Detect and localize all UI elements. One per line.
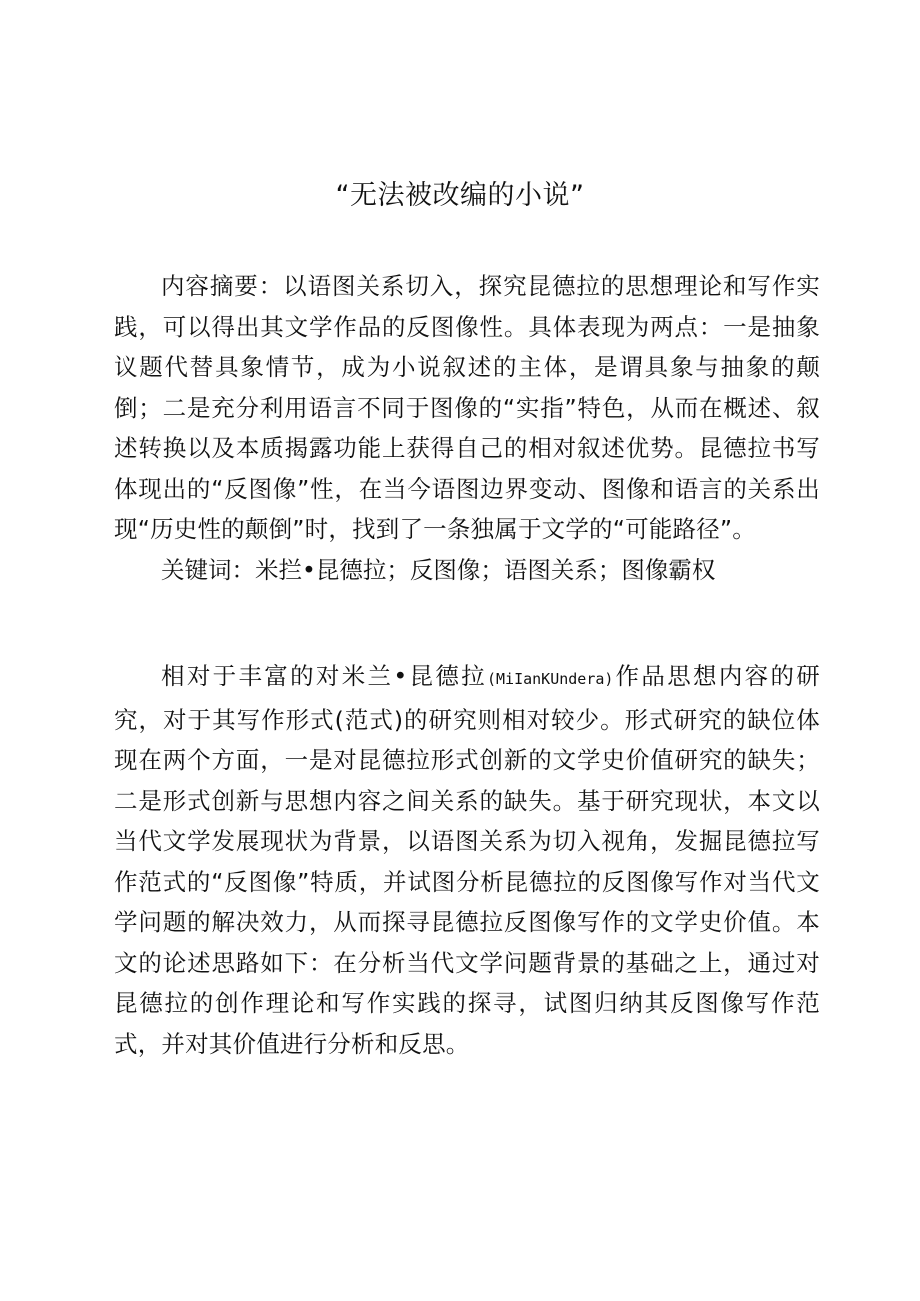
keywords-label: 关键词： xyxy=(161,555,255,584)
abstract-text: 以语图关系切入，探究昆德拉的思想理论和写作实践，可以得出其文学作品的反图像性。具体表现为两点：一是抽象议题代替具象情节，成为小说叙述的主体，是谓具象与抽象的颠倒；二是充分利用语言不同于图像的“实指”特色，从而在概述、叙述转换以及本质揭露功能上获得自己的相对叙述优势。昆德拉书写体现出的“反图像”性，在当今语图边界变动、图像和语言的关系出现“历史性的颠倒”时，找到了一条独属于文学的“可能路径”。 xyxy=(114,272,820,543)
keywords-paragraph xyxy=(114,550,820,591)
body-latin-name: (MiIanKUndera) xyxy=(487,670,614,688)
body-section xyxy=(114,656,820,1064)
keywords-text: 米拦•昆德拉；反图像；语图关系；图像霸权 xyxy=(255,555,716,584)
document-title: “无法被改编的小说” xyxy=(335,180,585,211)
abstract-section xyxy=(114,266,820,590)
body-text-part1: 相对于丰富的对米兰•昆德拉 xyxy=(161,662,487,690)
abstract-label: 内容摘要： xyxy=(161,272,284,300)
body-paragraph xyxy=(114,656,820,1064)
abstract-paragraph xyxy=(114,266,820,550)
body-text-part2: 作品思想内容的研究，对于其写作形式(范式)的研究则相对较少。形式研究的缺位体现在两个方面，一是对昆德拉形式创新的文学史价值研究的缺失；二是形式创新与思想内容之间关系的缺失。基于研究现状，本文以当代文学发展现状为背景，以语图关系为切入视角，发掘昆德拉写作范式的“反图像”特质，并试图分析昆德拉的反图像写作对当代文学问题的解决效力，从而探寻昆德拉反图像写作的文学史价值。本文的论述思路如下：在分析当代文学问题背景的基础之上，通过对昆德拉的创作理论和写作实践的探寻，试图归纳其反图像写作范式，并对其价值进行分析和反思。 xyxy=(114,662,820,1058)
